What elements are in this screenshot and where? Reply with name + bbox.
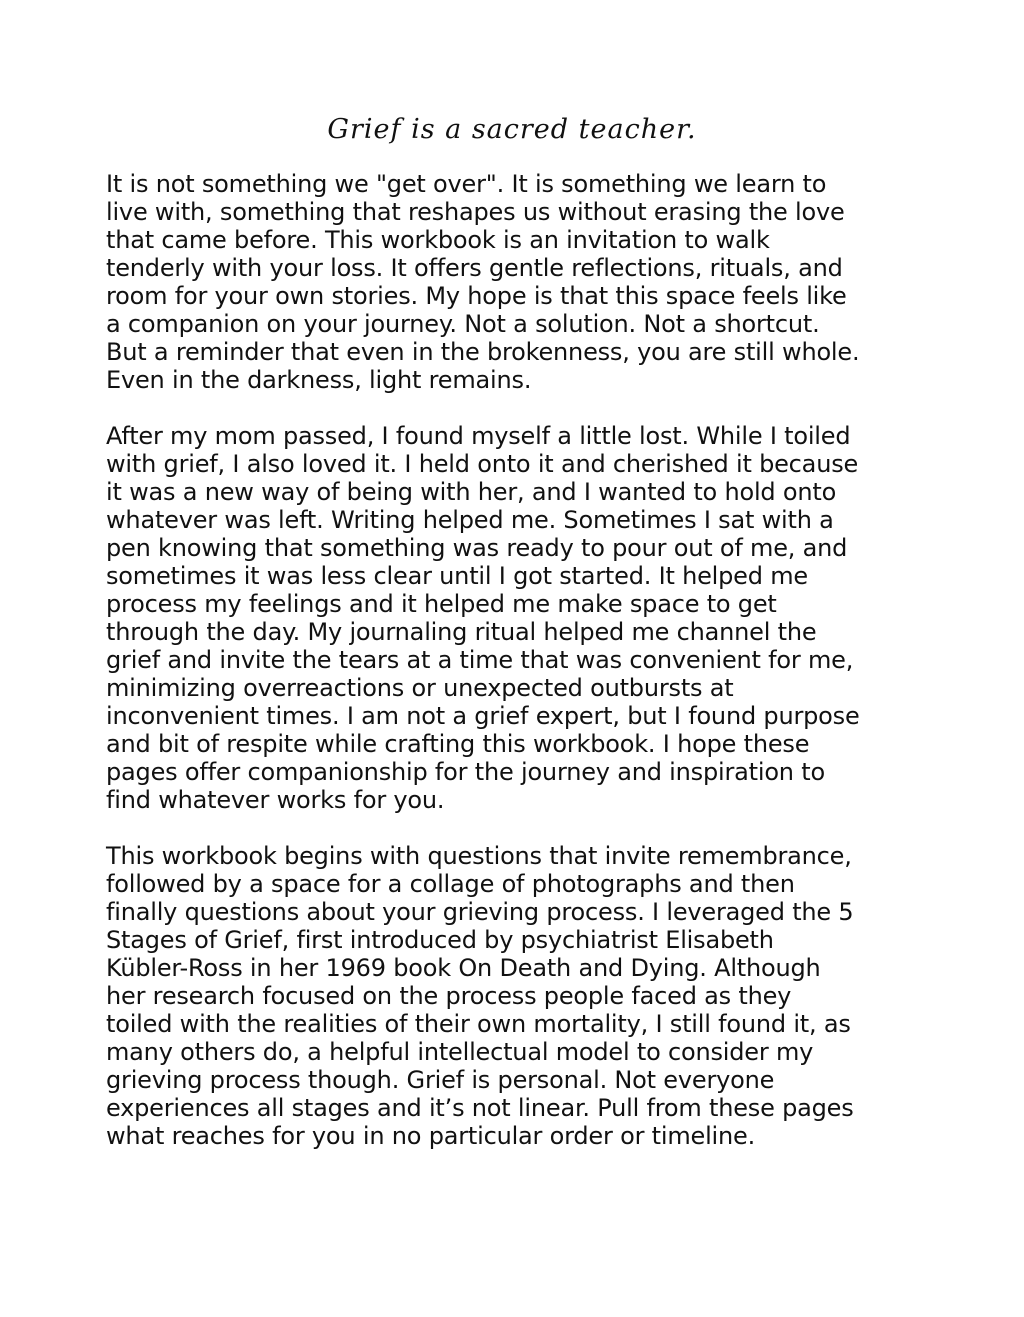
text-line: followed by a space for a collage of photographs and then [106,870,795,898]
text-line: But a reminder that even in the brokenness, you are still whole. [106,338,860,366]
text-line: minimizing overreactions or unexpected outbursts at [106,674,734,702]
paragraph-intro [106,170,931,394]
text-line: grief and invite the tears at a time that was convenient for me, [106,646,854,674]
text-line: find whatever works for you. [106,786,445,814]
text-line: it was a new way of being with her, and I wanted to hold onto [106,478,837,506]
text-line: Stages of Grief, first introduced by psychiatrist Elisabeth [106,926,774,954]
text-line: a companion on your journey. Not a solution. Not a shortcut. [106,310,820,338]
text-line: sometimes it was less clear until I got started. It helped me [106,562,808,590]
text-line: It is not something we "get over". It is something we learn to [106,170,827,198]
text-line: room for your own stories. My hope is that this space feels like [106,282,847,310]
text-line: tenderly with your loss. It offers gentle reflections, rituals, and [106,254,843,282]
paragraph-personal-story [106,422,931,814]
text-line: After my mom passed, I found myself a little lost. While I toiled [106,422,851,450]
text-line: what reaches for you in no particular order or timeline. [106,1122,756,1150]
text-line: Even in the darkness, light remains. [106,366,532,394]
text-line: grieving process though. Grief is personal. Not everyone [106,1066,775,1094]
text-line: This workbook begins with questions that invite remembrance, [106,842,852,870]
paragraph-workbook-overview [106,842,931,1150]
text-line: live with, something that reshapes us without erasing the love [106,198,845,226]
text-line: toiled with the realities of their own mortality, I still found it, as [106,1010,851,1038]
text-line: and bit of respite while crafting this workbook. I hope these [106,730,810,758]
text-line: Kübler-Ross in her 1969 book On Death and Dying. Although [106,954,821,982]
text-line: whatever was left. Writing helped me. Sometimes I sat with a [106,506,834,534]
text-line: inconvenient times. I am not a grief expert, but I found purpose [106,702,860,730]
text-line: through the day. My journaling ritual helped me channel the [106,618,817,646]
text-line: pages offer companionship for the journey and inspiration to [106,758,825,786]
text-line: many others do, a helpful intellectual model to consider my [106,1038,814,1066]
text-line: experiences all stages and it’s not linear. Pull from these pages [106,1094,854,1122]
text-line: pen knowing that something was ready to pour out of me, and [106,534,848,562]
text-line: that came before. This workbook is an invitation to walk [106,226,770,254]
text-line: finally questions about your grieving process. I leveraged the 5 [106,898,854,926]
text-line: process my feelings and it helped me make space to get [106,590,777,618]
text-line: her research focused on the process people faced as they [106,982,792,1010]
text-line: with grief, I also loved it. I held onto it and cherished it because [106,450,859,478]
page-title: Grief is a sacred teacher. [327,114,697,145]
